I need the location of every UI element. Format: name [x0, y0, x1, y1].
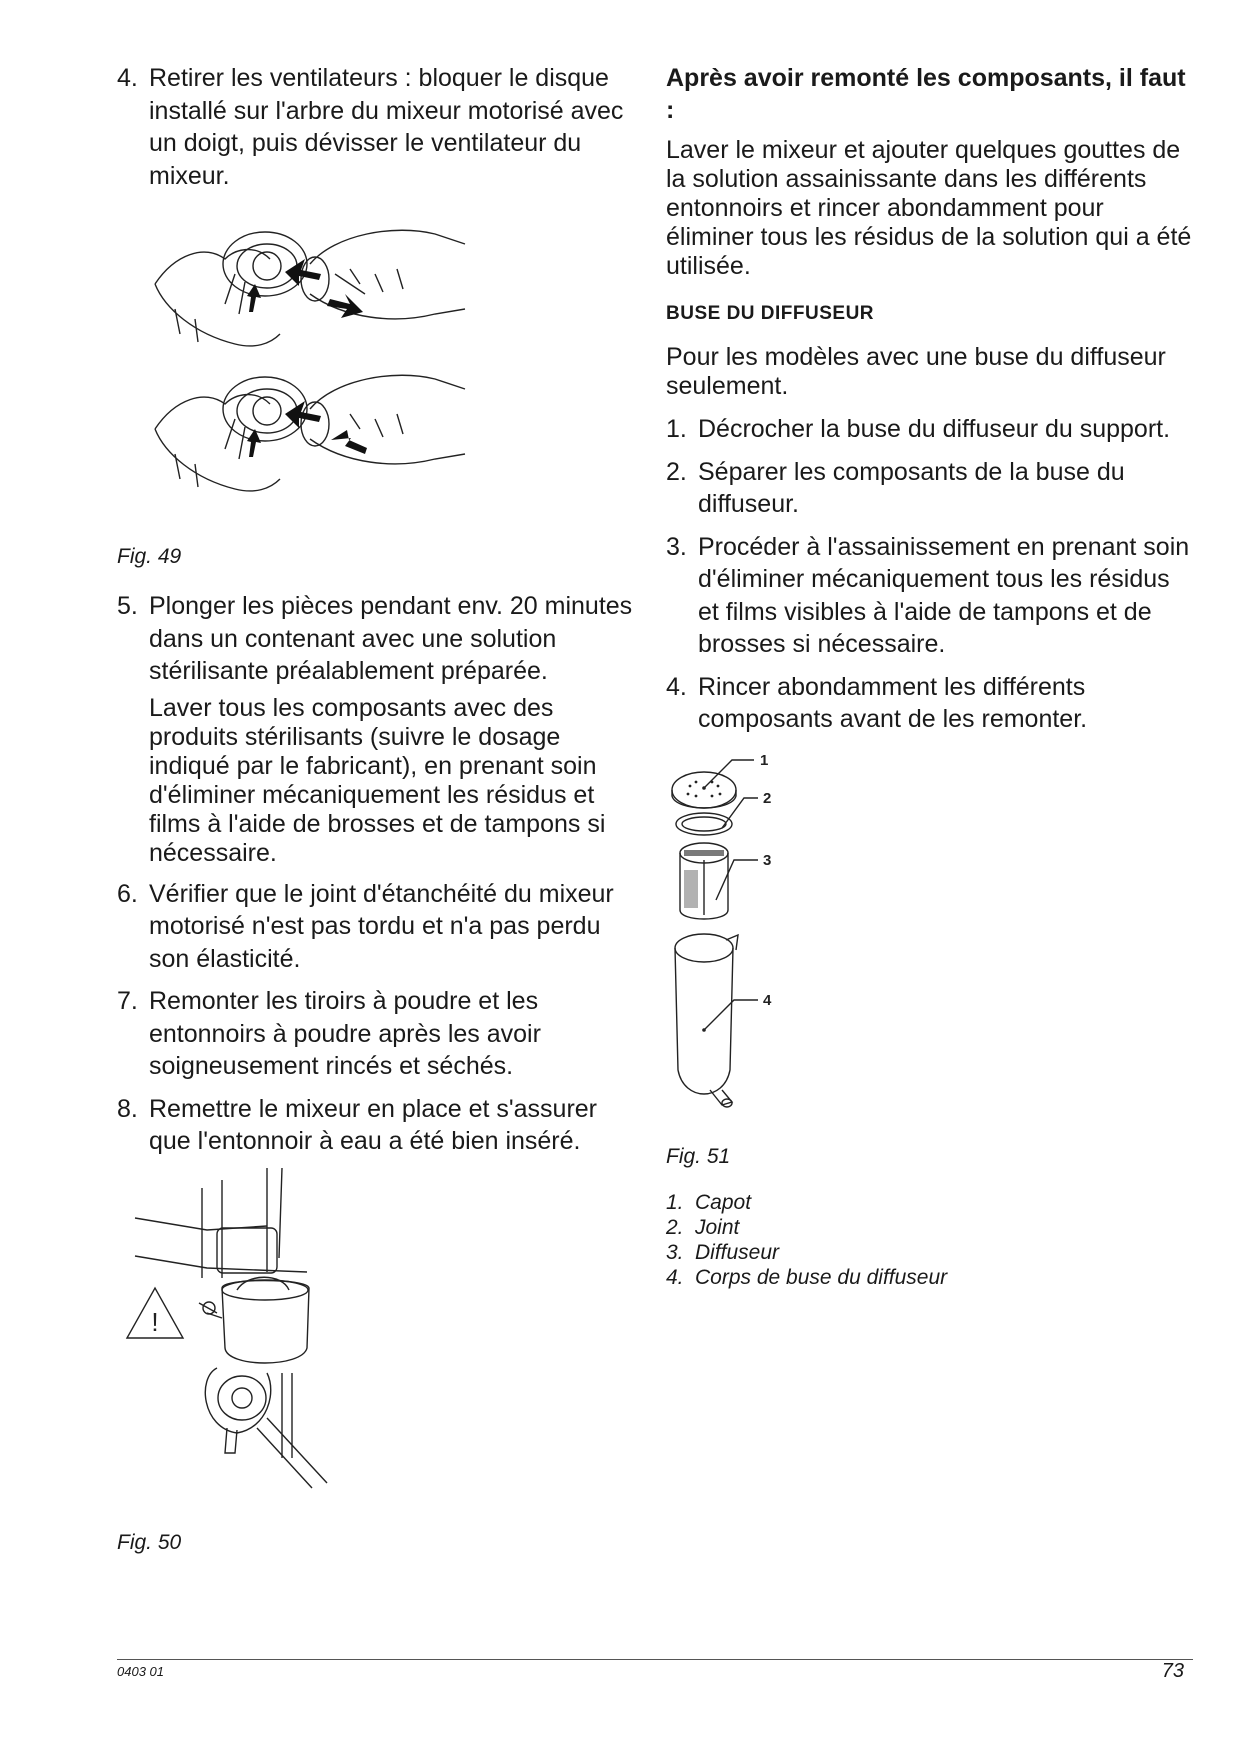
legend-item: 1. Capot — [666, 1190, 752, 1214]
figure-50-illustration — [117, 1168, 357, 1508]
step-number: 5. — [117, 592, 138, 620]
legend-item: 3. Diffuseur — [666, 1240, 780, 1264]
left-column — [117, 62, 642, 1556]
step-text: Procéder à l'assainissement en prenant soin d'éliminer mécaniquement tous les résidus et films visibles à l'aide de tampons et de brosses si nécessaire. — [698, 532, 1190, 658]
callout-3: 3 — [763, 851, 772, 869]
step-text-continued: Laver tous les composants avec des produits stérilisants (suivre le dosage indiqué par le fabricant), en prenant soin d'éliminer mécaniquement les résidus et films à l'aide de brosses et de tampons si nécessaire. — [149, 693, 606, 867]
figure-49-caption: Fig. 49 — [117, 545, 182, 568]
step-number: 4. — [666, 672, 687, 701]
models-note: Pour les modèles avec une buse du diffuseur seulement. — [666, 343, 1166, 400]
step-text: Séparer les composants de la buse du diffuseur. — [698, 457, 1125, 518]
subheading-buse-diffuseur: BUSE DU DIFFUSEUR — [666, 303, 875, 324]
step-text: Vérifier que le joint d'étanchéité du mixeur motorisé n'est pas tordu et n'a pas perdu son élasticité. — [149, 879, 614, 973]
step-text: Rincer abondamment les différents composants avant de les remonter. — [698, 672, 1088, 733]
step-5 — [117, 590, 642, 868]
intro-paragraph: Laver le mixeur et ajouter quelques gouttes de la solution assainissante dans les différents entonnoirs et rincer abondamment pour éliminer tous les résidus de la solution qui a été utilisée. — [666, 136, 1192, 280]
callout-4: 4 — [763, 991, 772, 1009]
figure-51-caption: Fig. 51 — [666, 1144, 731, 1168]
step-6 — [117, 878, 642, 976]
step-number: 3. — [666, 532, 687, 561]
step-text: Retirer les ventilateurs : bloquer le disque installé sur l'arbre du mixeur motorisé avec un doigt, puis dévisser le ventilateur du mixeur. — [149, 64, 624, 190]
document-code: 0403 01 — [117, 1664, 164, 1679]
svg-text:!: ! — [151, 1306, 159, 1337]
step-text: Plonger les pièces pendant env. 20 minutes dans un contenant avec une solution stérilisante préalablement préparée. — [149, 592, 633, 685]
step-8 — [117, 1093, 642, 1158]
figure-49-illustration — [135, 214, 475, 524]
step-number: 1. — [666, 415, 687, 443]
step-number: 6. — [117, 879, 138, 908]
step-text: Décrocher la buse du diffuseur du support. — [698, 415, 1171, 443]
step-text: Remettre le mixeur en place et s'assurer que l'entonnoir à eau a été bien inséré. — [149, 1094, 598, 1155]
nozzle-step-2 — [666, 456, 1196, 521]
footer-rule — [117, 1659, 1193, 1660]
step-number: 8. — [117, 1094, 138, 1123]
legend-item: 2. Joint — [666, 1215, 740, 1239]
step-7 — [117, 985, 642, 1083]
section-heading: Après avoir remonté les composants, il faut : — [666, 64, 1186, 124]
callout-2: 2 — [763, 789, 772, 807]
step-number: 4. — [117, 64, 138, 92]
step-number: 7. — [117, 987, 138, 1015]
callout-1: 1 — [760, 751, 769, 769]
figure-51-illustration — [666, 750, 806, 1140]
nozzle-step-3 — [666, 531, 1196, 661]
page-number: 73 — [1161, 1660, 1184, 1682]
nozzle-step-4 — [666, 671, 1196, 736]
right-column — [666, 62, 1196, 1290]
step-text: Remonter les tiroirs à poudre et les entonnoirs à poudre après les avoir soigneusement rincés et séchés. — [149, 987, 541, 1080]
figure-50-caption: Fig. 50 — [117, 1530, 182, 1554]
step-4 — [117, 62, 642, 192]
nozzle-step-1 — [666, 413, 1196, 446]
legend-item: 4. Corps de buse du diffuseur — [666, 1265, 948, 1289]
step-number: 2. — [666, 457, 687, 486]
figure-51-legend — [666, 1190, 1196, 1290]
